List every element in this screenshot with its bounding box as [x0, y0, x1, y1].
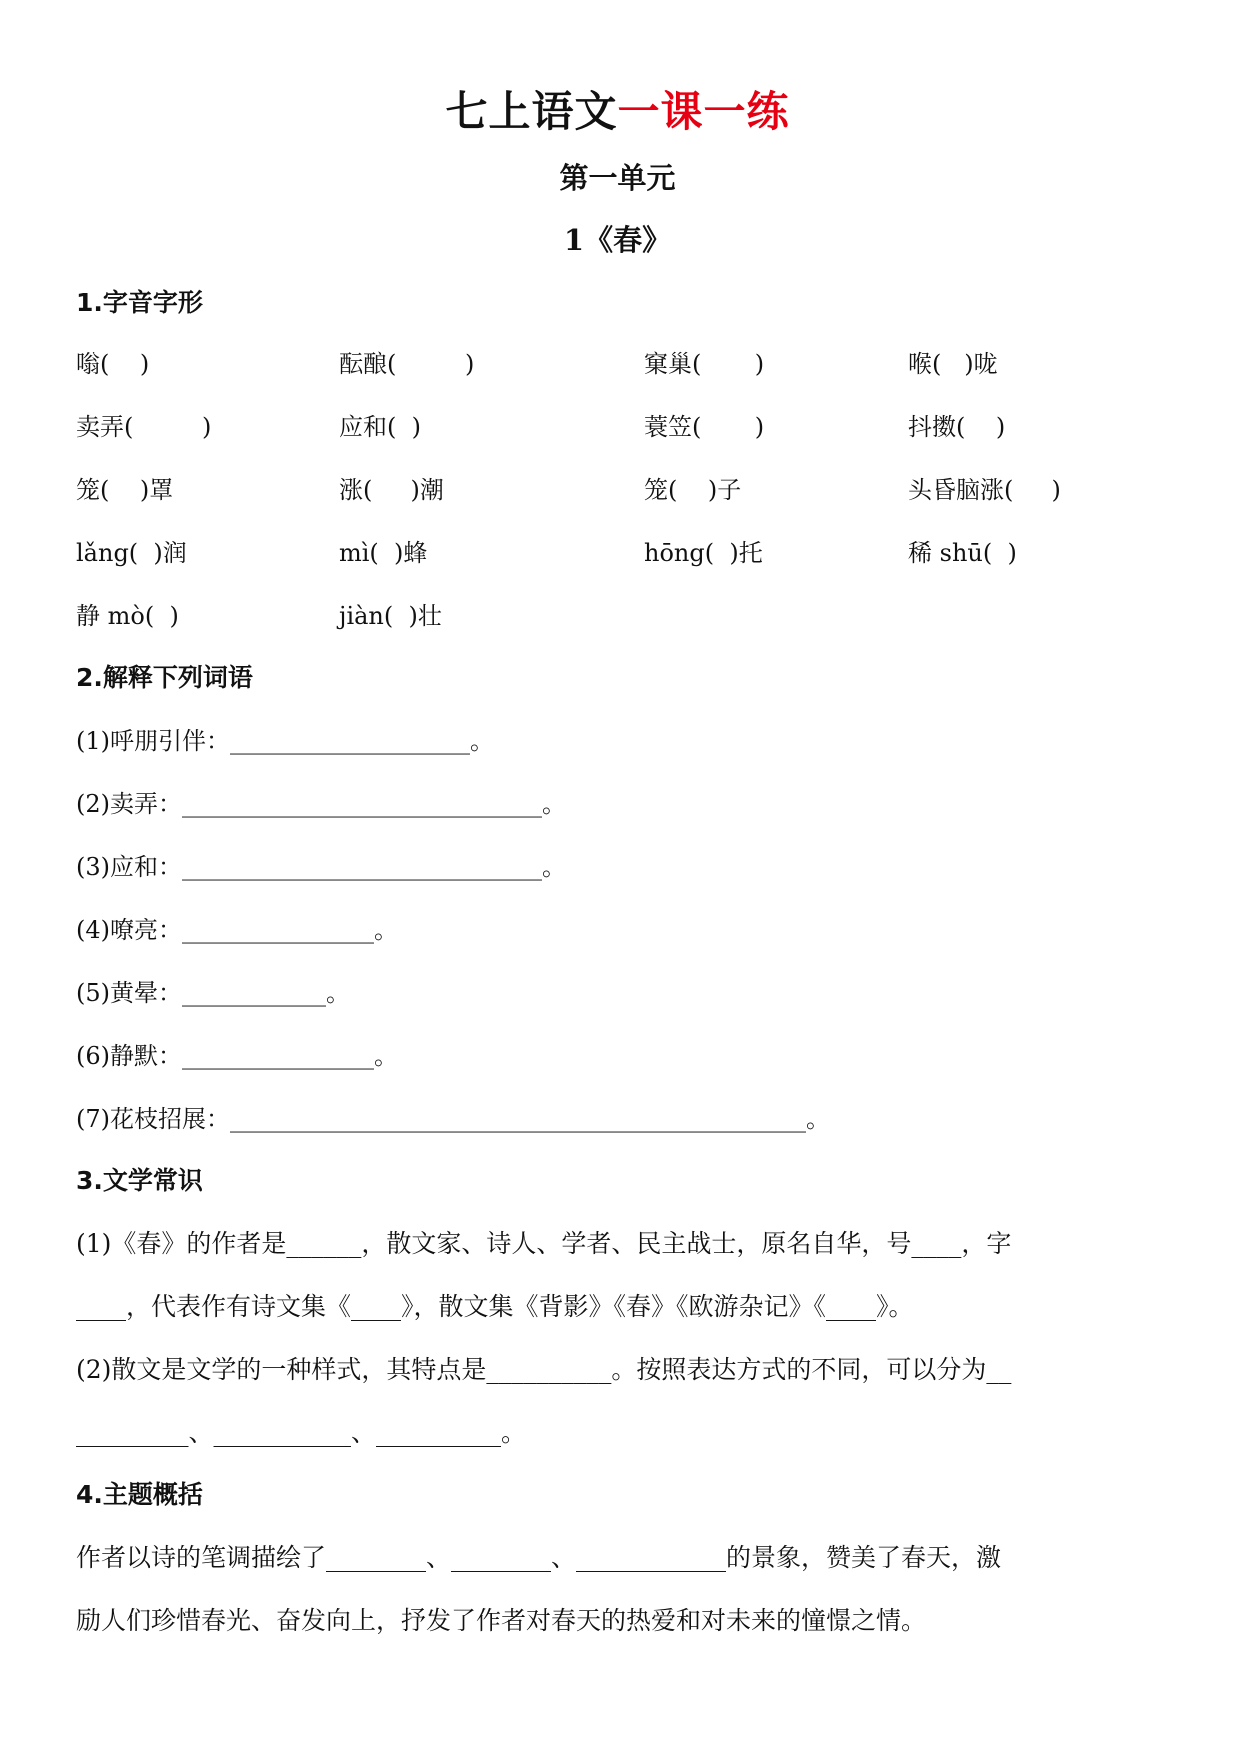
- literature-line: _________、___________、__________。: [76, 1418, 527, 1447]
- pronunciation-item: 应和( ): [339, 413, 421, 441]
- vocabulary-item: (5)黄晕：____________。: [76, 979, 350, 1007]
- literature-line: (2)散文是文学的一种样式，其特点是__________。按照表达方式的不同，可以分为__: [76, 1355, 1012, 1384]
- literature-line: (1)《春》的作者是______，散文家、诗人、学者、民主战士，原名自华，号____，字: [76, 1229, 1012, 1258]
- vocabulary-item: (1)呼朋引伴：____________________。: [76, 727, 494, 755]
- theme-line: 励人们珍惜春光、奋发向上，抒发了作者对春天的热爱和对未来的憧憬之情。: [76, 1606, 927, 1635]
- pronunciation-item: 抖擞( ): [908, 413, 1006, 441]
- pronunciation-item: mì( )蜂: [339, 539, 428, 567]
- vocabulary-item: (3)应和：______________________________。: [76, 853, 566, 881]
- theme-line: 作者以诗的笔调描绘了________、________、____________的景象，赞美了春天，激: [76, 1543, 1002, 1572]
- pronunciation-item: 蓑笠( ): [644, 413, 765, 441]
- unit-title: 第一单元: [559, 161, 676, 195]
- section-heading-vocabulary: 2.解释下列词语: [76, 663, 253, 692]
- section-heading-pronunciation: 1.字音字形: [76, 288, 203, 317]
- title-red-part: 一课一练: [617, 87, 790, 136]
- section-heading-literature: 3.文学常识: [76, 1166, 203, 1195]
- literature-line: ____，代表作有诗文集《____》，散文集《背影》《春》《欧游杂记》《____》。: [76, 1292, 914, 1321]
- title-black-part: 七上语文: [445, 87, 618, 136]
- pronunciation-item: lǎng( )润: [76, 539, 187, 567]
- pronunciation-item: hōng( )托: [644, 539, 763, 567]
- pronunciation-item: 笼( )罩: [76, 476, 174, 504]
- pronunciation-item: 酝酿( ): [339, 350, 475, 378]
- pronunciation-item: jiàn( )壮: [339, 602, 442, 630]
- section-heading-theme: 4.主题概括: [76, 1480, 203, 1509]
- lesson-title: 1《春》: [563, 223, 672, 257]
- pronunciation-item: 稀 shū( ): [908, 539, 1017, 567]
- pronunciation-item: 笼( )子: [644, 476, 742, 504]
- pronunciation-item: 喉( )咙: [908, 350, 998, 378]
- pronunciation-item: 头昏脑涨( ): [908, 476, 1061, 504]
- pronunciation-item: 涨( )潮: [339, 476, 444, 504]
- pronunciation-item: 卖弄( ): [76, 413, 212, 441]
- page-title: [0, 82, 1235, 142]
- vocabulary-item: (7)花枝招展：________________________________________________。: [76, 1105, 830, 1133]
- pronunciation-item: 嗡( ): [76, 350, 150, 378]
- vocabulary-item: (2)卖弄：______________________________。: [76, 790, 566, 818]
- pronunciation-item: 窠巢( ): [644, 350, 765, 378]
- vocabulary-item: (6)静默：________________。: [76, 1042, 398, 1070]
- pronunciation-item: 静 mò( ): [76, 602, 179, 630]
- vocabulary-item: (4)嘹亮：________________。: [76, 916, 398, 944]
